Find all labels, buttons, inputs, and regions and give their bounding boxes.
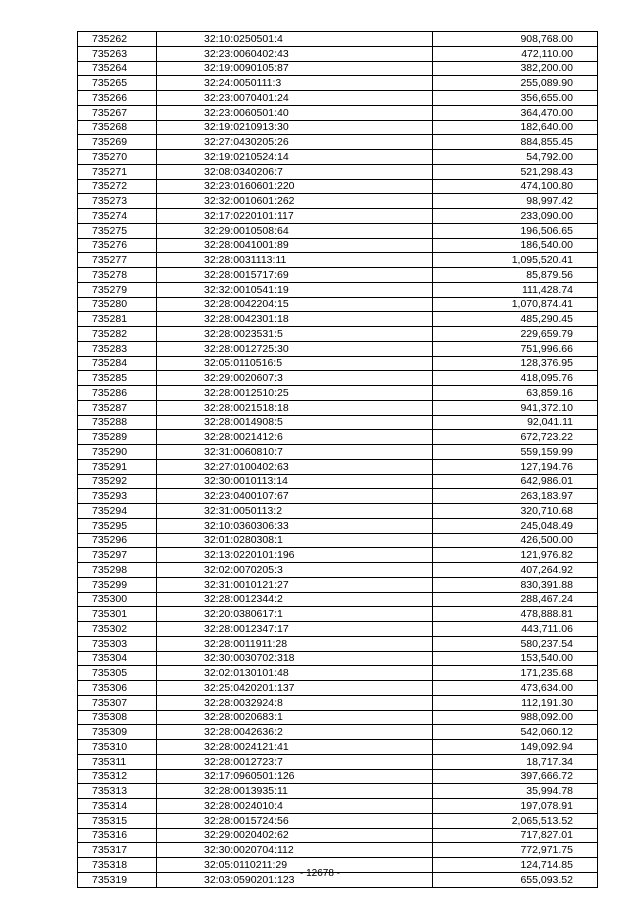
table-row xyxy=(78,504,598,519)
cadastral-number-cell: 32:19:0210524:14 xyxy=(157,150,433,165)
table-row xyxy=(78,651,598,666)
amount-cell: 182,640.00 xyxy=(433,120,598,135)
cadastral-number-cell: 32:28:0012725:30 xyxy=(157,341,433,356)
amount-cell: 121,976.82 xyxy=(433,548,598,563)
record-id-cell: 735306 xyxy=(78,681,157,696)
cadastral-number-cell: 32:23:0060402:43 xyxy=(157,46,433,61)
amount-cell: 1,095,520.41 xyxy=(433,253,598,268)
amount-cell: 128,376.95 xyxy=(433,356,598,371)
record-id-cell: 735285 xyxy=(78,371,157,386)
amount-cell: 751,996.66 xyxy=(433,341,598,356)
table-row xyxy=(78,548,598,563)
table-row xyxy=(78,740,598,755)
cadastral-number-cell: 32:27:0430205:26 xyxy=(157,135,433,150)
table-row xyxy=(78,238,598,253)
cadastral-number-cell: 32:23:0060501:40 xyxy=(157,105,433,120)
cadastral-number-cell: 32:28:0042301:18 xyxy=(157,312,433,327)
table-row xyxy=(78,681,598,696)
record-id-cell: 735300 xyxy=(78,592,157,607)
cadastral-number-cell: 32:29:0010508:64 xyxy=(157,223,433,238)
amount-cell: 63,859.16 xyxy=(433,386,598,401)
table-row xyxy=(78,105,598,120)
amount-cell: 229,659.79 xyxy=(433,327,598,342)
record-id-cell: 735276 xyxy=(78,238,157,253)
amount-cell: 1,070,874.41 xyxy=(433,297,598,312)
record-id-cell: 735299 xyxy=(78,577,157,592)
cadastral-number-cell: 32:08:0340206:7 xyxy=(157,164,433,179)
record-id-cell: 735313 xyxy=(78,784,157,799)
table-row xyxy=(78,209,598,224)
amount-cell: 443,711.06 xyxy=(433,622,598,637)
record-id-cell: 735280 xyxy=(78,297,157,312)
amount-cell: 426,500.00 xyxy=(433,533,598,548)
amount-cell: 320,710.68 xyxy=(433,504,598,519)
records-table-body xyxy=(78,32,598,888)
table-row xyxy=(78,46,598,61)
table-row xyxy=(78,415,598,430)
amount-cell: 364,470.00 xyxy=(433,105,598,120)
record-id-cell: 735304 xyxy=(78,651,157,666)
record-id-cell: 735272 xyxy=(78,179,157,194)
amount-cell: 559,159.99 xyxy=(433,445,598,460)
table-row xyxy=(78,636,598,651)
amount-cell: 197,078.91 xyxy=(433,799,598,814)
record-id-cell: 735269 xyxy=(78,135,157,150)
cadastral-number-cell: 32:10:0250501:4 xyxy=(157,32,433,47)
record-id-cell: 735270 xyxy=(78,150,157,165)
record-id-cell: 735273 xyxy=(78,194,157,209)
amount-cell: 153,540.00 xyxy=(433,651,598,666)
record-id-cell: 735263 xyxy=(78,46,157,61)
record-id-cell: 735282 xyxy=(78,327,157,342)
table-row xyxy=(78,386,598,401)
cadastral-number-cell: 32:28:0011911:28 xyxy=(157,636,433,651)
record-id-cell: 735279 xyxy=(78,282,157,297)
record-id-cell: 735288 xyxy=(78,415,157,430)
cadastral-number-cell: 32:28:0013935:11 xyxy=(157,784,433,799)
amount-cell: 580,237.54 xyxy=(433,636,598,651)
record-id-cell: 735314 xyxy=(78,799,157,814)
cadastral-number-cell: 32:28:0012510:25 xyxy=(157,386,433,401)
table-row xyxy=(78,61,598,76)
cadastral-number-cell: 32:29:0020607:3 xyxy=(157,371,433,386)
record-id-cell: 735310 xyxy=(78,740,157,755)
record-id-cell: 735297 xyxy=(78,548,157,563)
cadastral-number-cell: 32:28:0012347:17 xyxy=(157,622,433,637)
table-row xyxy=(78,725,598,740)
amount-cell: 356,655.00 xyxy=(433,91,598,106)
cadastral-number-cell: 32:27:0100402:63 xyxy=(157,459,433,474)
cadastral-number-cell: 32:05:0110516:5 xyxy=(157,356,433,371)
record-id-cell: 735298 xyxy=(78,563,157,578)
amount-cell: 988,092.00 xyxy=(433,710,598,725)
amount-cell: 196,506.65 xyxy=(433,223,598,238)
amount-cell: 772,971.75 xyxy=(433,843,598,858)
amount-cell: 521,298.43 xyxy=(433,164,598,179)
amount-cell: 542,060.12 xyxy=(433,725,598,740)
table-row xyxy=(78,32,598,47)
cadastral-number-cell: 32:05:0110211:29 xyxy=(157,858,433,873)
amount-cell: 655,093.52 xyxy=(433,872,598,887)
cadastral-number-cell: 32:28:0012344:2 xyxy=(157,592,433,607)
cadastral-number-cell: 32:20:0380617:1 xyxy=(157,607,433,622)
table-row xyxy=(78,445,598,460)
record-id-cell: 735307 xyxy=(78,695,157,710)
record-id-cell: 735305 xyxy=(78,666,157,681)
cadastral-number-cell: 32:17:0220101:117 xyxy=(157,209,433,224)
table-row xyxy=(78,489,598,504)
table-row xyxy=(78,577,598,592)
cadastral-number-cell: 32:02:0130101:48 xyxy=(157,666,433,681)
record-id-cell: 735302 xyxy=(78,622,157,637)
table-row xyxy=(78,164,598,179)
table-row xyxy=(78,533,598,548)
cadastral-number-cell: 32:17:0960501:126 xyxy=(157,769,433,784)
cadastral-number-cell: 32:28:0032924:8 xyxy=(157,695,433,710)
amount-cell: 941,372.10 xyxy=(433,400,598,415)
table-row xyxy=(78,179,598,194)
amount-cell: 245,048.49 xyxy=(433,518,598,533)
cadastral-number-cell: 32:25:0420201:137 xyxy=(157,681,433,696)
amount-cell: 418,095.76 xyxy=(433,371,598,386)
amount-cell: 397,666.72 xyxy=(433,769,598,784)
table-row xyxy=(78,371,598,386)
table-row xyxy=(78,754,598,769)
table-row xyxy=(78,223,598,238)
record-id-cell: 735311 xyxy=(78,754,157,769)
page-number: - 12678 - xyxy=(299,868,341,879)
amount-cell: 485,290.45 xyxy=(433,312,598,327)
cadastral-number-cell: 32:24:0050111:3 xyxy=(157,76,433,91)
amount-cell: 830,391.88 xyxy=(433,577,598,592)
record-id-cell: 735290 xyxy=(78,445,157,460)
amount-cell: 255,089.90 xyxy=(433,76,598,91)
table-row xyxy=(78,622,598,637)
cadastral-number-cell: 32:28:0024010:4 xyxy=(157,799,433,814)
amount-cell: 92,041.11 xyxy=(433,415,598,430)
cadastral-number-cell: 32:28:0020683:1 xyxy=(157,710,433,725)
cadastral-number-cell: 32:31:0050113:2 xyxy=(157,504,433,519)
table-row xyxy=(78,120,598,135)
cadastral-number-cell: 32:28:0021412:6 xyxy=(157,430,433,445)
cadastral-number-cell: 32:28:0015724:56 xyxy=(157,813,433,828)
cadastral-number-cell: 32:28:0012723:7 xyxy=(157,754,433,769)
amount-cell: 171,235.68 xyxy=(433,666,598,681)
amount-cell: 18,717.34 xyxy=(433,754,598,769)
amount-cell: 884,855.45 xyxy=(433,135,598,150)
cadastral-number-cell: 32:28:0024121:41 xyxy=(157,740,433,755)
table-row xyxy=(78,282,598,297)
table-row xyxy=(78,784,598,799)
record-id-cell: 735287 xyxy=(78,400,157,415)
cadastral-number-cell: 32:10:0360306:33 xyxy=(157,518,433,533)
table-row xyxy=(78,356,598,371)
record-id-cell: 735303 xyxy=(78,636,157,651)
records-table xyxy=(77,31,598,888)
record-id-cell: 735268 xyxy=(78,120,157,135)
cadastral-number-cell: 32:23:0400107:67 xyxy=(157,489,433,504)
amount-cell: 473,634.00 xyxy=(433,681,598,696)
record-id-cell: 735277 xyxy=(78,253,157,268)
amount-cell: 149,092.94 xyxy=(433,740,598,755)
record-id-cell: 735266 xyxy=(78,91,157,106)
amount-cell: 382,200.00 xyxy=(433,61,598,76)
table-row xyxy=(78,843,598,858)
table-row xyxy=(78,799,598,814)
record-id-cell: 735291 xyxy=(78,459,157,474)
amount-cell: 288,467.24 xyxy=(433,592,598,607)
record-id-cell: 735274 xyxy=(78,209,157,224)
amount-cell: 717,827.01 xyxy=(433,828,598,843)
cadastral-number-cell: 32:02:0070205:3 xyxy=(157,563,433,578)
record-id-cell: 735318 xyxy=(78,858,157,873)
table-row xyxy=(78,474,598,489)
amount-cell: 124,714.85 xyxy=(433,858,598,873)
amount-cell: 2,065,513.52 xyxy=(433,813,598,828)
cadastral-number-cell: 32:28:0021518:18 xyxy=(157,400,433,415)
record-id-cell: 735284 xyxy=(78,356,157,371)
table-row xyxy=(78,518,598,533)
table-row xyxy=(78,430,598,445)
amount-cell: 98,997.42 xyxy=(433,194,598,209)
record-id-cell: 735262 xyxy=(78,32,157,47)
table-row xyxy=(78,150,598,165)
table-row xyxy=(78,135,598,150)
table-row xyxy=(78,312,598,327)
cadastral-number-cell: 32:23:0160601:220 xyxy=(157,179,433,194)
cadastral-number-cell: 32:30:0010113:14 xyxy=(157,474,433,489)
amount-cell: 642,986.01 xyxy=(433,474,598,489)
cadastral-number-cell: 32:32:0010541:19 xyxy=(157,282,433,297)
cadastral-number-cell: 32:28:0042204:15 xyxy=(157,297,433,312)
record-id-cell: 735296 xyxy=(78,533,157,548)
record-id-cell: 735301 xyxy=(78,607,157,622)
cadastral-number-cell: 32:28:0042636:2 xyxy=(157,725,433,740)
amount-cell: 263,183.97 xyxy=(433,489,598,504)
record-id-cell: 735281 xyxy=(78,312,157,327)
amount-cell: 472,110.00 xyxy=(433,46,598,61)
table-row xyxy=(78,607,598,622)
record-id-cell: 735292 xyxy=(78,474,157,489)
record-id-cell: 735316 xyxy=(78,828,157,843)
amount-cell: 478,888.81 xyxy=(433,607,598,622)
record-id-cell: 735309 xyxy=(78,725,157,740)
table-row xyxy=(78,268,598,283)
amount-cell: 85,879.56 xyxy=(433,268,598,283)
record-id-cell: 735267 xyxy=(78,105,157,120)
table-row xyxy=(78,769,598,784)
amount-cell: 474,100.80 xyxy=(433,179,598,194)
table-row xyxy=(78,400,598,415)
record-id-cell: 735312 xyxy=(78,769,157,784)
table-row xyxy=(78,459,598,474)
record-id-cell: 735308 xyxy=(78,710,157,725)
record-id-cell: 735289 xyxy=(78,430,157,445)
amount-cell: 908,768.00 xyxy=(433,32,598,47)
amount-cell: 672,723.22 xyxy=(433,430,598,445)
record-id-cell: 735283 xyxy=(78,341,157,356)
cadastral-number-cell: 32:31:0060810:7 xyxy=(157,445,433,460)
amount-cell: 111,428.74 xyxy=(433,282,598,297)
record-id-cell: 735265 xyxy=(78,76,157,91)
amount-cell: 127,194.76 xyxy=(433,459,598,474)
cadastral-number-cell: 32:03:0590201:123 xyxy=(157,872,433,887)
table-row xyxy=(78,710,598,725)
record-id-cell: 735286 xyxy=(78,386,157,401)
cadastral-number-cell: 32:28:0014908:5 xyxy=(157,415,433,430)
cadastral-number-cell: 32:31:0010121:27 xyxy=(157,577,433,592)
table-row xyxy=(78,297,598,312)
cadastral-number-cell: 32:28:0031113:11 xyxy=(157,253,433,268)
table-row xyxy=(78,327,598,342)
amount-cell: 54,792.00 xyxy=(433,150,598,165)
amount-cell: 186,540.00 xyxy=(433,238,598,253)
cadastral-number-cell: 32:19:0090105:87 xyxy=(157,61,433,76)
record-id-cell: 735271 xyxy=(78,164,157,179)
cadastral-number-cell: 32:32:0010601:262 xyxy=(157,194,433,209)
table-row xyxy=(78,828,598,843)
amount-cell: 407,264.92 xyxy=(433,563,598,578)
cadastral-number-cell: 32:01:0280308:1 xyxy=(157,533,433,548)
cadastral-number-cell: 32:28:0015717:69 xyxy=(157,268,433,283)
table-row xyxy=(78,666,598,681)
table-row xyxy=(78,695,598,710)
amount-cell: 35,994.78 xyxy=(433,784,598,799)
table-row xyxy=(78,76,598,91)
cadastral-number-cell: 32:28:0023531:5 xyxy=(157,327,433,342)
table-row xyxy=(78,563,598,578)
cadastral-number-cell: 32:23:0070401:24 xyxy=(157,91,433,106)
cadastral-number-cell: 32:30:0030702:318 xyxy=(157,651,433,666)
cadastral-number-cell: 32:30:0020704:112 xyxy=(157,843,433,858)
table-row xyxy=(78,341,598,356)
table-row xyxy=(78,592,598,607)
record-id-cell: 735319 xyxy=(78,872,157,887)
cadastral-number-cell: 32:19:0210913:30 xyxy=(157,120,433,135)
amount-cell: 233,090.00 xyxy=(433,209,598,224)
record-id-cell: 735315 xyxy=(78,813,157,828)
record-id-cell: 735293 xyxy=(78,489,157,504)
record-id-cell: 735295 xyxy=(78,518,157,533)
cadastral-number-cell: 32:28:0041001:89 xyxy=(157,238,433,253)
cadastral-number-cell: 32:13:0220101:196 xyxy=(157,548,433,563)
record-id-cell: 735317 xyxy=(78,843,157,858)
amount-cell: 112,191.30 xyxy=(433,695,598,710)
table-row xyxy=(78,194,598,209)
table-row xyxy=(78,813,598,828)
cadastral-number-cell: 32:29:0020402:62 xyxy=(157,828,433,843)
table-row xyxy=(78,253,598,268)
record-id-cell: 735294 xyxy=(78,504,157,519)
table-row xyxy=(78,91,598,106)
record-id-cell: 735264 xyxy=(78,61,157,76)
record-id-cell: 735275 xyxy=(78,223,157,238)
record-id-cell: 735278 xyxy=(78,268,157,283)
